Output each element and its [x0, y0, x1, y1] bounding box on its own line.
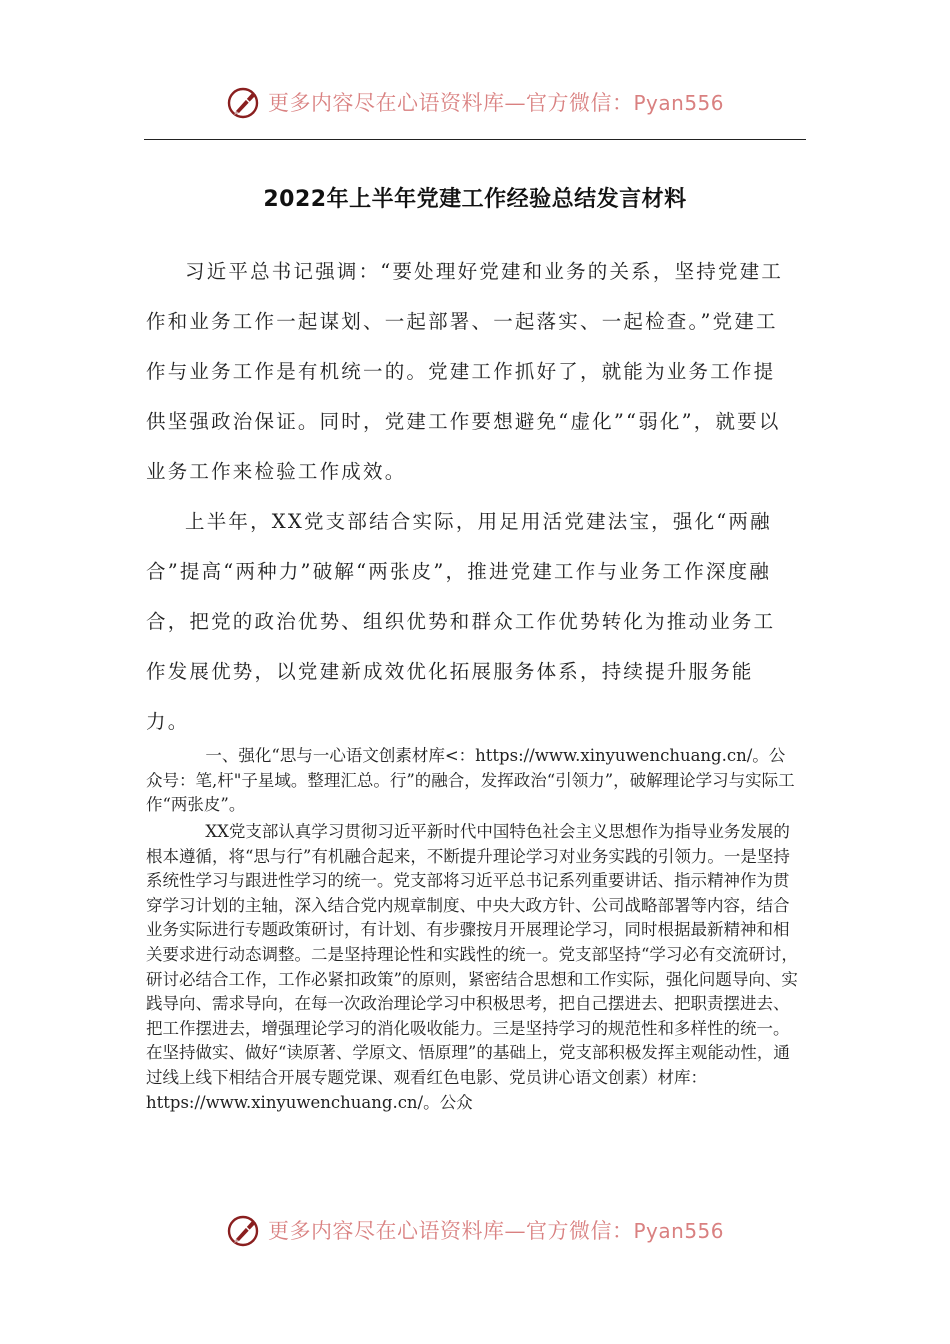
section-heading: 一、强化“思与一心语文创素材库<：https://www.xinyuwenchuang.cn/。公众号：笔,杆"子星域。整理汇总。行”的融合，发挥政治“引领力”，破解理论学习与实际工作“两张皮”。	[146, 746, 795, 815]
header-divider	[144, 139, 806, 140]
section-heading-block	[146, 744, 800, 818]
document-title: 2022年上半年党建工作经验总结发言材料	[263, 187, 687, 212]
paragraph-intro	[146, 247, 796, 497]
footer-wechat-id: Pyan556	[633, 1219, 724, 1243]
header-wechat-id: Pyan556	[633, 91, 724, 115]
footer-banner-label: 更多内容尽在心语资料库—官方微信：	[267, 1219, 634, 1243]
pen-logo-icon	[226, 84, 262, 120]
header-banner	[0, 82, 950, 122]
pen-logo-icon	[226, 1212, 262, 1248]
paragraph-1: 习近平总书记强调：“要处理好党建和业务的关系，坚持党建工作和业务工作一起谋划、一起部署、一起落实、一起检查。”党建工作与业务工作是有机统一的。党建工作抓好了，就能为业务工作提供坚强政治保证。同时，党建工作要想避免“虚化”“弱化”，就要以业务工作来检验工作成效。	[146, 260, 784, 483]
section-body-block	[146, 820, 800, 1115]
section-body: XX党支部认真学习贯彻习近平新时代中国特色社会主义思想作为指导业务发展的根本遵循，将“思与行”有机融合起来，不断提升理论学习对业务实践的引领力。一是坚持系统性学习与跟进性学习的统一。党支部将习近平总书记系列重要讲话、指示精神作为贯穿学习计划的主轴，深入结合党内规章制度、中央大政方针、公司战略部署等内容，结合业务实际进行专题政策研讨，有计划、有步骤按月开展理论学习，同时根据最新精神和相关要求进行动态调整。二是坚持理论性和实践性的统一。党支部坚持“学习必有交流研讨，研讨必结合工作，工作必紧扣政策”的原则，紧密结合思想和工作实际，强化问题导向、实践导向、需求导向，在每一次政治理论学习中积极思考，把自己摆进去、把职责摆进去、把工作摆进去，增强理论学习的消化吸收能力。三是坚持学习的规范性和多样性的统一。在坚持做实、做好“读原著、学原文、悟原理”的基础上，党支部积极发挥主观能动性，通过线上线下相结合开展专题党课、观看红色电影、党员讲心语文创素）材库：https://www.xinyuwenchuang.cn/。公众	[146, 822, 798, 1112]
footer-banner-content	[226, 1212, 724, 1248]
footer-banner	[0, 1210, 950, 1250]
paragraph-2: 上半年，XX党支部结合实际，用足用活党建法宝，强化“两融合”提高“两种力”破解“两张皮”，推进党建工作与业务工作深度融合，把党的政治优势、组织优势和群众工作优势转化为推动业务工作发展优势，以党建新成效优化拓展服务体系，持续提升服务能力。	[146, 510, 776, 733]
paragraph-summary	[146, 497, 796, 747]
header-banner-text	[268, 87, 724, 117]
header-banner-label: 更多内容尽在心语资料库—官方微信：	[267, 91, 634, 115]
header-banner-content	[226, 84, 724, 120]
footer-banner-text	[268, 1215, 724, 1245]
